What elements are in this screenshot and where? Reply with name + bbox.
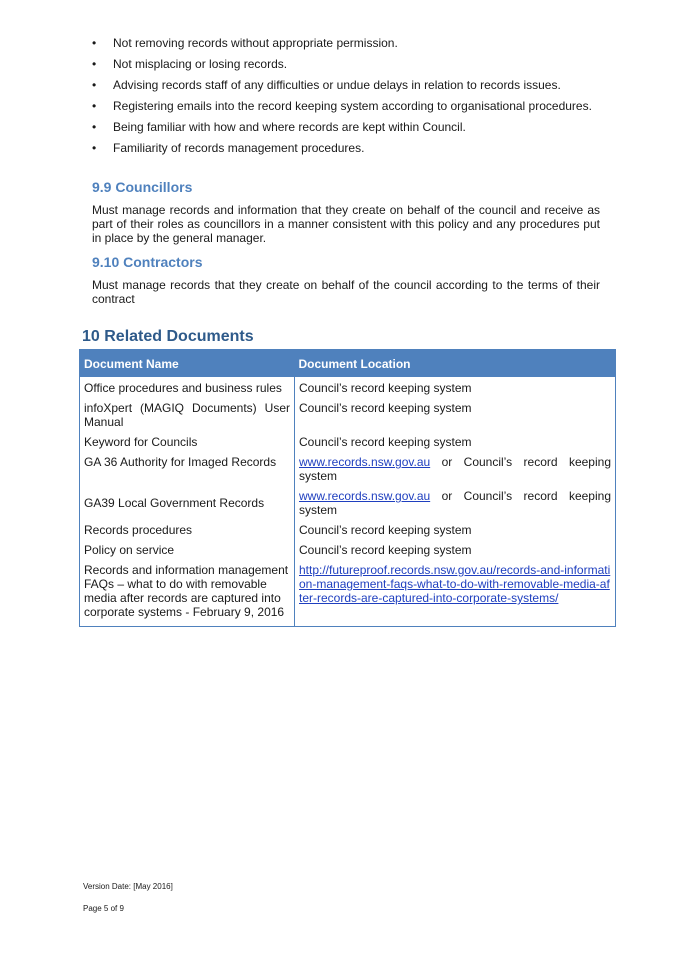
related-documents-table xyxy=(79,349,616,627)
responsibilities-list xyxy=(92,36,600,162)
document-name-cell: infoXpert (MAGIQ Documents) User Manual xyxy=(80,398,295,432)
document-location-cell: Council’s record keeping system xyxy=(299,381,472,395)
table-row xyxy=(80,377,616,398)
table-row xyxy=(80,398,616,432)
bullet-icon: • xyxy=(92,36,97,50)
document-location-cell: www.records.nsw.gov.au or Council’s record keeping system xyxy=(299,489,611,517)
table-row xyxy=(80,540,616,560)
bullet-icon: • xyxy=(92,99,97,113)
records-nsw-link[interactable]: www.records.nsw.gov.au xyxy=(299,455,431,469)
document-name-cell: Policy on service xyxy=(80,540,295,560)
list-item: • Not removing records without appropriate permission. xyxy=(92,36,398,50)
document-name-cell: Records procedures xyxy=(80,520,295,540)
table-row xyxy=(80,560,616,627)
list-item: • Being familiar with how and where records are kept within Council. xyxy=(92,120,466,134)
table-row xyxy=(80,432,616,452)
table-header-row xyxy=(80,350,616,378)
councillors-heading: 9.9 Councillors xyxy=(92,179,193,195)
contractors-heading: 9.10 Contractors xyxy=(92,254,203,270)
bullet-icon: • xyxy=(92,120,97,134)
futureproof-faq-link[interactable]: http://futureproof.records.nsw.gov.au/records-and-information-management-faqs-what-to-do-with-removable-media-after-records-are-captured-into-corporate-systems/ xyxy=(299,563,611,605)
table-row xyxy=(80,452,616,486)
records-nsw-link[interactable]: www.records.nsw.gov.au xyxy=(299,489,431,503)
page-number: Page 5 of 9 xyxy=(83,904,124,913)
document-location-cell: Council’s record keeping system xyxy=(299,435,472,449)
list-item: • Familiarity of records management procedures. xyxy=(92,141,365,155)
column-header-document-location: Document Location xyxy=(295,350,616,378)
related-documents-heading: 10 Related Documents xyxy=(82,328,254,345)
document-name-cell: Records and information management FAQs – what to do with removable media after records are captured into corporate systems - February 9, 2016 xyxy=(80,560,295,627)
document-location-cell xyxy=(295,560,616,627)
councillors-text: Must manage records and information that they create on behalf of the council and receive as part of their roles as councillors in a manner consistent with this policy and any procedures put in place by the general manager. xyxy=(92,203,600,245)
document-location-cell: Council’s record keeping system xyxy=(299,523,472,537)
list-item: • Registering emails into the record keeping system according to organisational procedures. xyxy=(92,99,592,113)
bullet-icon: • xyxy=(92,141,97,155)
document-name-cell: GA 36 Authority for Imaged Records xyxy=(80,452,295,486)
bullet-icon: • xyxy=(92,78,97,92)
version-date: Version Date: [May 2016] xyxy=(83,882,173,891)
bullet-icon: • xyxy=(92,57,97,71)
document-location-cell: Council’s record keeping system xyxy=(299,543,472,557)
document-name-cell: Keyword for Councils xyxy=(80,432,295,452)
document-name-cell: Office procedures and business rules xyxy=(80,377,295,398)
document-location-cell: Council’s record keeping system xyxy=(299,401,472,415)
table-row xyxy=(80,486,616,520)
column-header-document-name: Document Name xyxy=(80,350,295,378)
document-name-cell: GA39 Local Government Records xyxy=(80,486,295,520)
document-location-cell: www.records.nsw.gov.au or Council’s record keeping system xyxy=(299,455,611,483)
list-item: • Not misplacing or losing records. xyxy=(92,57,288,71)
list-item: • Advising records staff of any difficulties or undue delays in relation to records issues. xyxy=(92,78,561,92)
table-row xyxy=(80,520,616,540)
contractors-text: Must manage records that they create on behalf of the council according to the terms of their contract xyxy=(92,278,600,306)
